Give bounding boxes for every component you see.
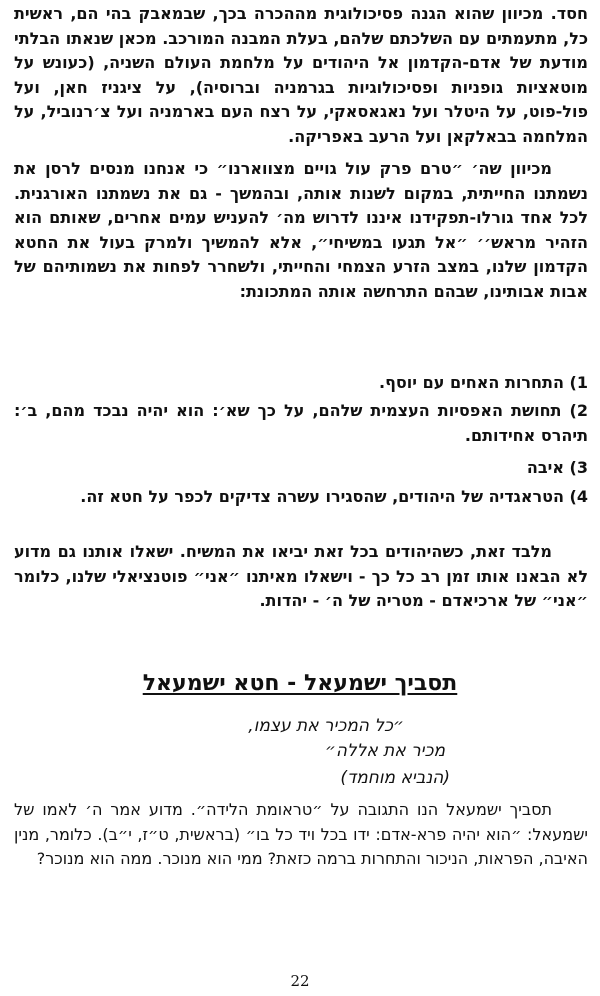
list-item-number: 4) bbox=[569, 487, 588, 506]
list-item-text: תחושת האפסיות העצמית שלהם, על כך שא׳: הוא יהיה נבכד מהם, ב׳: תיהרס אחידותם. bbox=[14, 401, 588, 445]
epigraph-line: מכיר את אללה״ bbox=[324, 741, 445, 761]
section-body-paragraph bbox=[14, 798, 588, 872]
list-item-text: איבה bbox=[526, 458, 564, 477]
list-item bbox=[14, 399, 588, 448]
list-item bbox=[14, 371, 588, 396]
paragraph-text: מכיוון שה׳ ״טרם פרק עול גויים מצווארנו״ כי אנחנו מנסים לרסן את נשמתנו החייתית, במקום לשנות אותה, ובהמשך - גם את נשמתנו האורגנית. לכל אחד גורלו-תפקידנו איננו לדרוש מה׳ להעניש עמים אחרים, שאותם הוא הזהיר מראש׳׳ ״אל תגעו במשיחי״, אלא להמשיך ולמרק בעול את החטא הקדמון שלנו, במצב הזרע הצמחי והחייתי, ולשחרר לפחות את נשמותיהם של אבות אבותינו, שבהם התרחשה אותה המתכונת: bbox=[14, 159, 588, 301]
list-item bbox=[14, 456, 588, 481]
paragraph-text: חסד. מכיוון שהוא הגנה פסיכולוגית מההכרה בכך, שבמאבק בהי הם, ראשית כל, מתעמתים עם השלכתם שלהם, בעלת המבנה המורכב. מכאן שנאתו הבלתי מודעת של אדם-הקדמון אל היהודים על מלחמת העולם השניה, (כעונש על מוטאציות גופניות ופסיכולוגיות בגרמניה וברוסיה), על ציגניז חאן, ועל פול-פוט, על היטלר ועל נאגאסאקי, על רצח העם בארמניה ועל צ׳רנוביל, על המלחמה בבאלקאן ועל הרעב באפריקה. bbox=[14, 4, 588, 146]
list-item-number: 2) bbox=[569, 401, 588, 420]
epigraph-attribution: (הנביא מוחמד) bbox=[340, 768, 450, 788]
body-paragraph bbox=[14, 157, 588, 304]
body-paragraph bbox=[14, 2, 588, 149]
list-item bbox=[14, 485, 588, 510]
paragraph-text: תסביך ישמעאל הנו התגובה על ״טראומת הלידה״. מדוע אמר ה׳ לאמו של ישמעאל: ״הוא יהיה פרא-אדם: ידו בכל ויד כל בו״ (בראשית, ט״ז, י״ב). כלומר, מנין האיבה, הפראות, הניכור והתחרות ברמה כזאת? ממי הוא מנוכר. ממה הוא מנוכר? bbox=[14, 800, 588, 868]
list-item-number: 1) bbox=[569, 373, 588, 392]
body-paragraph bbox=[14, 540, 588, 614]
epigraph-line: ״כל המכיר את עצמו, bbox=[248, 716, 404, 736]
list-item-text: הטראגדיה של היהודים, שהסגירו עשרה צדיקים לכפר על חטא זה. bbox=[80, 487, 564, 506]
page-number: 22 bbox=[290, 972, 310, 990]
section-title: תסביך ישמעאל - חטא ישמעאל bbox=[142, 671, 458, 696]
list-item-number: 3) bbox=[569, 458, 588, 477]
paragraph-text: מלבד זאת, כשהיהודים בכל זאת יביאו את המשיח. ישאלו אותנו גם מדוע לא הבאנו אותו זמן רב כל כך - וישאלו מאיתנו ״אני״ פוטנציאלי שלנו, כלומר ״אני״ של ארכיאדם - מטריה של ה׳ - יהדות. bbox=[14, 542, 588, 610]
list-item-text: התחרות האחים עם יוסף. bbox=[379, 373, 564, 392]
